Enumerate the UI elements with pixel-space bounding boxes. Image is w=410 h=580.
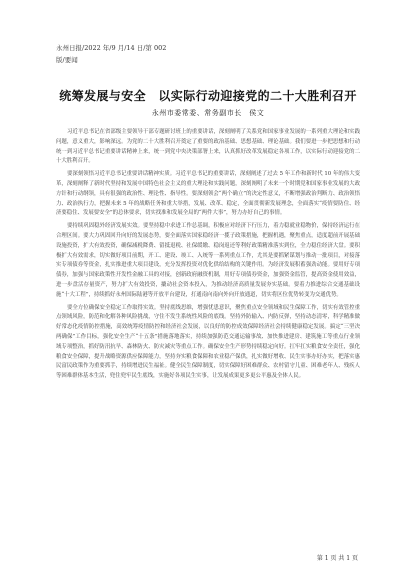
article-paragraph: 习近平总书记在省部级主要领导干部专题研讨班上的重要讲话，深刻阐明了关系党和国家事业发展的一系列重大理论和实践问题，意义重大，影响深远。为党的二十大胜利召开奠定了重要的政治基础、思想基础、理论基础。我们要进一步把思想和行动统一到习近平总书记重要讲话精神上来，统一到党中央决策部署上来，认真抓好改革发展稳定各项工作，以实际行动迎接党的二十大胜利召开。	[56, 129, 360, 165]
article-paragraph: 要全方位确保安全稳定工作取得实效。坚持底线思维，增强忧患意识，聚焦重点安全领域和民生保障工作，切实有效管控重点领域风险，防范和化解各种风险挑战，守住不发生系统性风险的底线。坚持外防输入、内防反弹，坚持动态清零，科学精准做好常态化疫情防控措施，高效统筹疫情防控和经济社会发展，以良好的防控成效保障经济社会持续健康稳定发展。搞定“三坚决两确保”工作目标，强化安全生产“十五条”措施落地落实，持续加强防范交通运输事故、加快推进建房、建筑施工等重点行业领域专项整治，抓好防汛抗旱、森林防火、防灾减灾等重点工作。确保安全生产形势持续稳定向好。扛牢扛实粮食安全责任，强化粮食安全保障，提升战略资源供应保障能力，坚持夯实粮食保障和农业稳产保供，扎实做好增收、民生实事办好办实，把落实惠民富民政策作为重要抓手，持续增进民生福祉。健全民生保障制度，切实保障好困难群众、农村留守儿童、困难老年人、残疾人等困难群体基本生活，兜住兜牢民生底线，实施好各项民生实事，让发展成果更多更公平惠及全体人民。	[56, 304, 360, 380]
article-title: 统筹发展与安全 以实际行动迎接党的二十大胜利召开	[59, 89, 357, 103]
article-paragraph: 要持续巩固稳外经济发展实效。要坚持稳中求进工作总基调，积极应对经济下行压力，着力稳就业稳物价，保持经济运行在合理区间。要大力巩固回升向好的发展态势，要全面落实国家稳经济一揽子政策措施，把握机遇，聚焦重点，适度超前开展基础设施投资，扩大有效投资，确保减税降费、留抵退税、社保缓缴、稳岗返还等利好政策精准落实到位，全力稳住经济大盘。要积极扩大有效需求，切实做好项目前期，开工、建设、竣工、入统等一系列重点工作，尤其是要抓紧谋划与推动一批项目，对接落实专项债券等资金，扎实推进重大项目建设，充分发挥投资对优化供给结构的关键作用。为经济发展积蓄强劲动能。要用好专项债券，加强与国家政策性开发性金融工具的对接，创新政府融资机制，用好专项债券资金，加强资金监管，提高资金使用效益，进一步盘活存量资产，努力扩大有效投资，撬动社会资本投入，为推动经济高质量发展夯实基础。要着力推进综合交通基础设施“十大工程”，持续抓好永州国际陆港等开放平台建设，打通南向南向外向开放通道，切实将区位优势转变为交通优势。	[56, 223, 360, 298]
article-body	[56, 128, 360, 385]
page-number: 第 1 页 共 1 页	[316, 555, 358, 562]
article-paragraph: 要深刻领悟习近平总书记重要讲话精神实质。习近平总书记的重要讲话，深刻阐述了过去 5 年工作和新时代 10 年的伟大变革，深刻阐释了新时代坚持和发展中国特色社会主义的重大理论和实践问题，深刻阐明了未来一个时期党和国家事业发展的大政方针和行动纲领，具有很强的政治性、理论性、指导性。要深刻领会“两个确立”的决定性意义，不断增强政治判断力、政治领悟力、政治执行力，把握未来 5 年的战略任务和重大举措，发展、改革、稳定，全面贯彻新发展理念，全面落实“疫情要防住、经济要稳住、发展要安全”的总体要求，切实找准和发展全局的“两件大事”，努力办好自己的事情。	[56, 171, 360, 217]
source-line: 永州日报/2022 年/9 月/14 日/第 002	[56, 44, 167, 52]
document-meta	[56, 42, 166, 66]
section-label: 版/要闻	[56, 56, 78, 64]
article-byline: 永州市委常委、常务副市长 侯文	[151, 109, 265, 117]
